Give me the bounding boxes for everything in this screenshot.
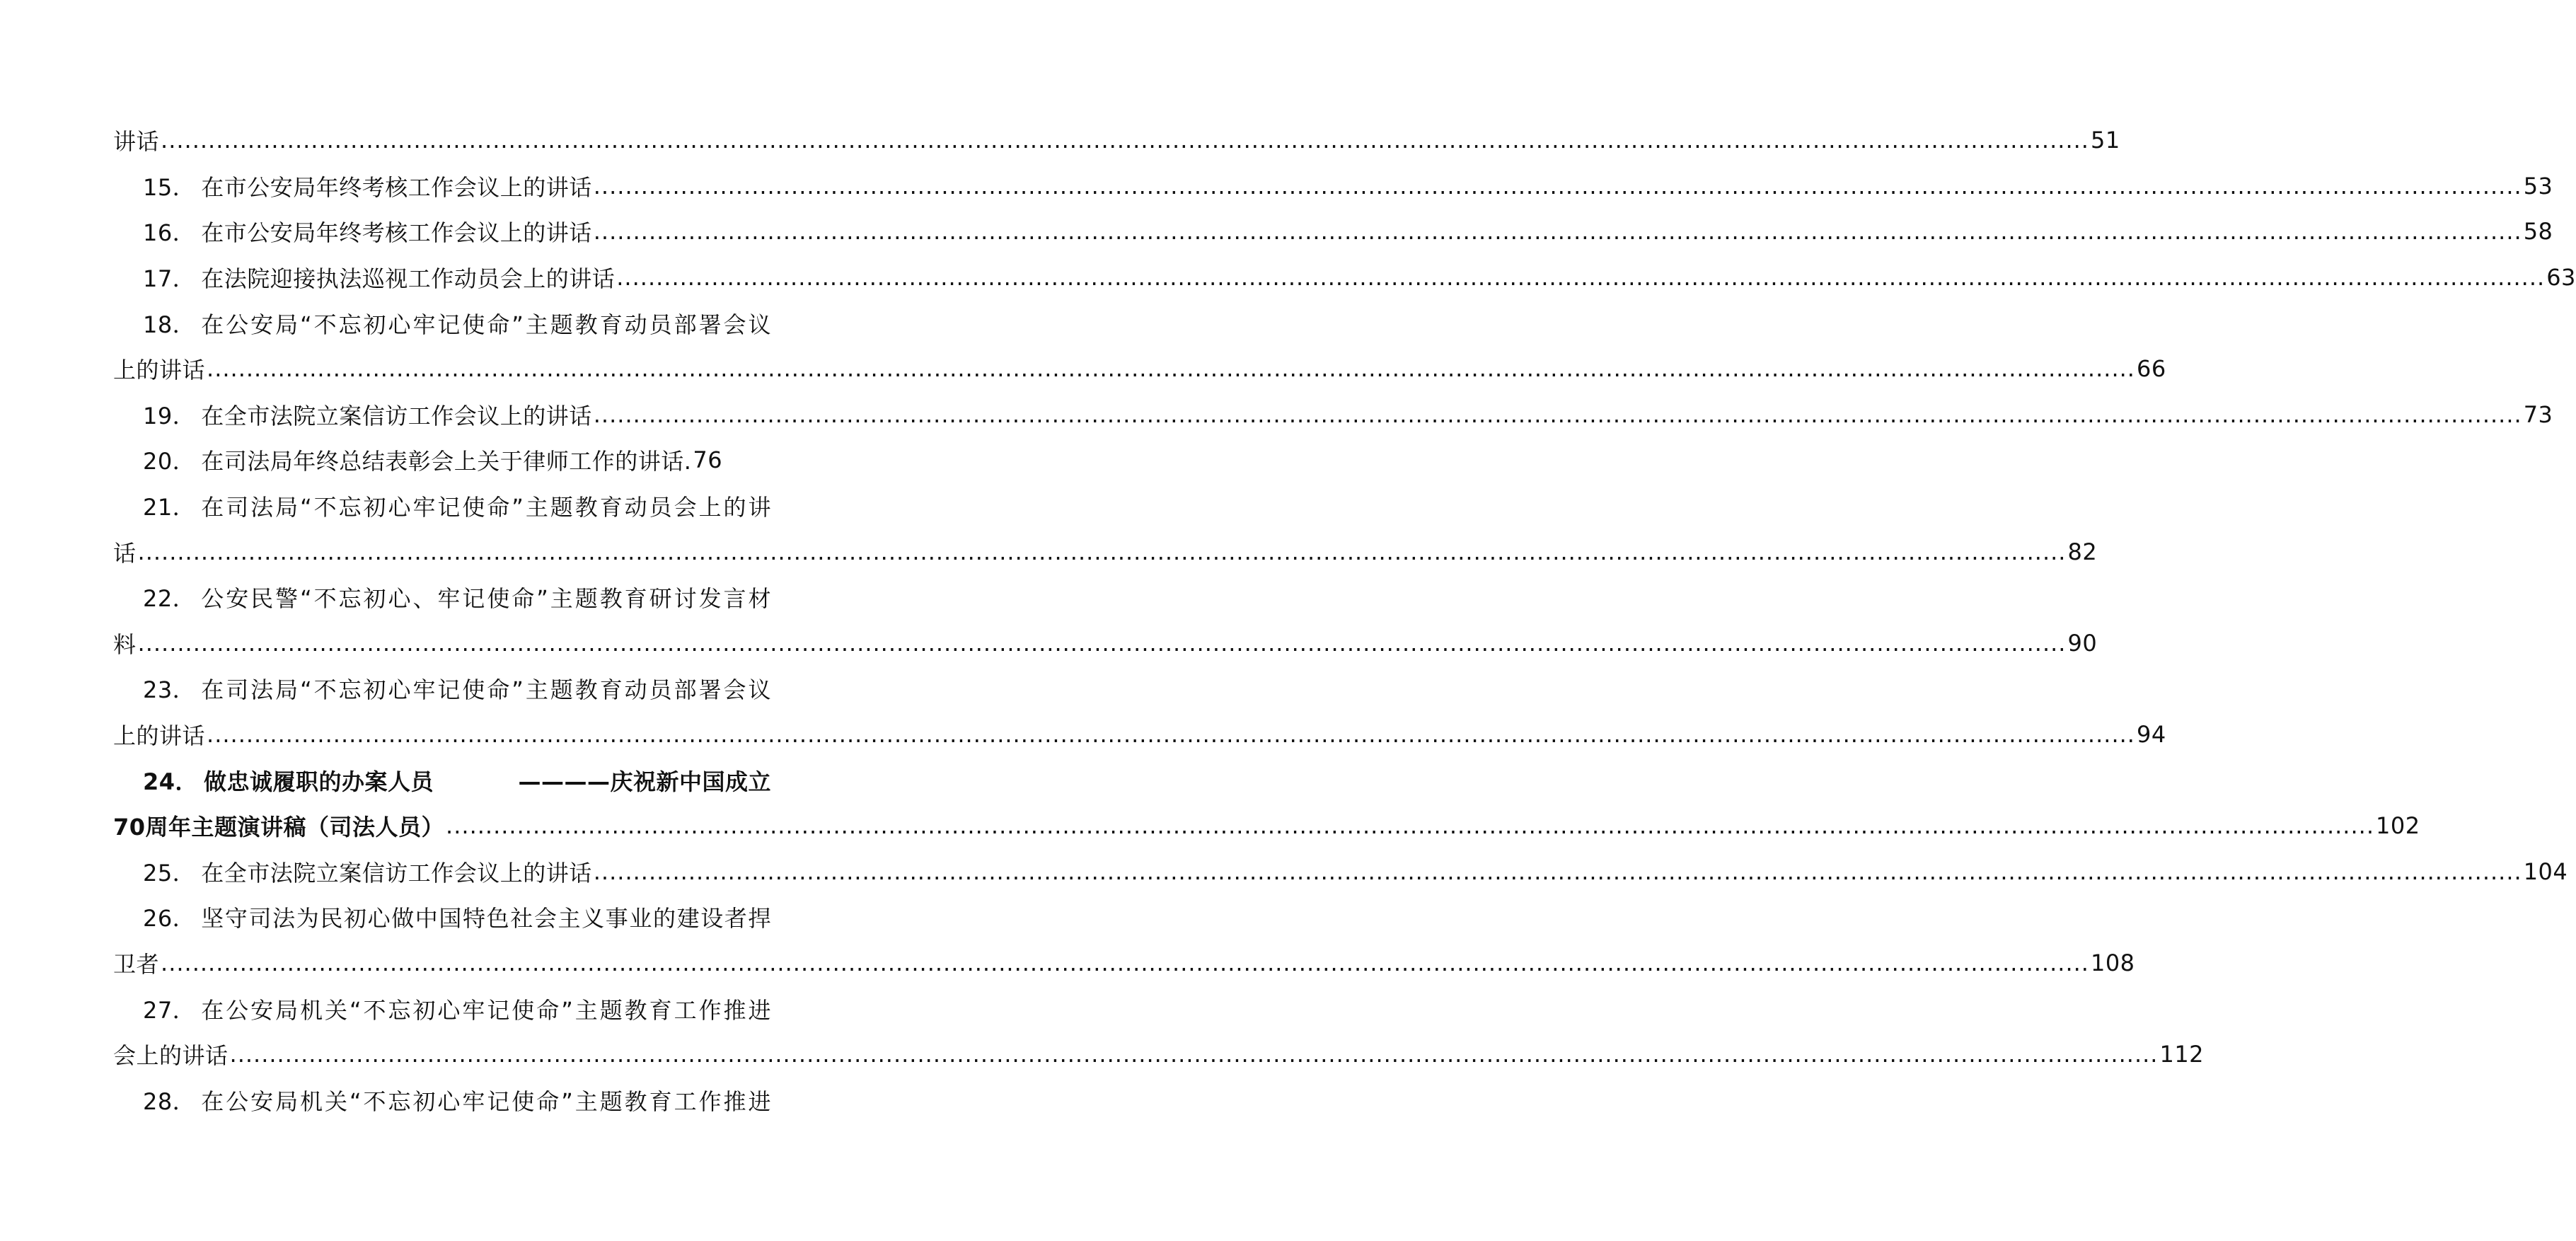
toc-page-number: 104 xyxy=(2523,858,2568,885)
toc-page-number: 63 xyxy=(2546,264,2576,292)
toc-entry-number: 24． xyxy=(143,768,199,795)
toc-entry-number: 26． xyxy=(143,905,196,933)
toc-entry[interactable] xyxy=(113,666,771,712)
toc-continuation-line[interactable] xyxy=(113,529,2098,575)
dot-leader xyxy=(230,1041,2159,1068)
toc-entry-number: 28． xyxy=(143,1087,196,1115)
toc-page-number: 90 xyxy=(2067,629,2098,657)
toc-entry[interactable] xyxy=(113,437,771,483)
toc-entry-title: 坚守司法为民初心做中国特色社会主义事业的建设者捍 xyxy=(201,905,771,933)
toc-entry[interactable] xyxy=(113,300,771,346)
toc-entry[interactable] xyxy=(113,1077,771,1123)
toc-entry-title: 在公安局机关“不忘初心牢记使命”主题教育工作推进 xyxy=(201,996,771,1024)
toc-page-number: 112 xyxy=(2159,1041,2205,1068)
toc-page-number: 108 xyxy=(2090,949,2135,976)
dot-leader xyxy=(594,173,2522,200)
dot-leader xyxy=(161,127,2089,154)
toc-entry[interactable] xyxy=(113,986,771,1032)
toc-entry-subtitle: ————庆祝新中国成立 xyxy=(518,768,771,795)
toc-continuation-line[interactable] xyxy=(113,346,2166,392)
toc-entry[interactable] xyxy=(113,209,2553,255)
dot-leader xyxy=(594,401,2522,428)
toc-entry[interactable] xyxy=(113,392,2553,438)
toc-continuation-line xyxy=(113,117,2120,163)
toc-entry-title: 在公安局“不忘初心牢记使命”主题教育动员部署会议 xyxy=(201,311,771,338)
toc-entry-title: 在司法局年终总结表彰会上关于律师工作的讲话. xyxy=(201,448,692,475)
toc-entry-number: 27． xyxy=(143,996,196,1024)
dot-leader xyxy=(207,355,2135,382)
toc-entry-title-group xyxy=(143,764,434,797)
toc-entry[interactable] xyxy=(113,894,771,940)
toc-entry-title-cont: 70周年主题演讲稿（司法人员） xyxy=(113,814,445,841)
toc-entry-title: 在全市法院立案信访工作会议上的讲话 xyxy=(201,402,592,429)
toc-page-number: 94 xyxy=(2136,721,2166,749)
toc-page-number: 76 xyxy=(693,446,723,474)
dot-leader xyxy=(594,858,2522,885)
toc-entry-number: 17． xyxy=(143,265,196,293)
toc-entry-title: 在公安局机关“不忘初心牢记使命”主题教育工作推进 xyxy=(201,1087,771,1115)
toc-entry-number: 23． xyxy=(143,676,196,704)
toc-entry-number: 16． xyxy=(143,219,196,247)
toc-continuation-line[interactable] xyxy=(113,803,2420,849)
toc-entry-title-cont: 料 xyxy=(113,630,137,658)
toc-page-number: 102 xyxy=(2375,812,2420,840)
toc-entry-title: 在司法局“不忘初心牢记使命”主题教育动员会上的讲 xyxy=(201,494,771,521)
toc-continuation-line[interactable] xyxy=(113,1032,2205,1078)
toc-entry-title-cont: 上的讲话 xyxy=(113,722,206,750)
toc-page-number: 73 xyxy=(2523,400,2553,428)
toc-entry-number: 22． xyxy=(143,585,196,613)
toc-entry-title: 公安民警“不忘初心、牢记使命”主题教育研讨发言材 xyxy=(201,585,771,613)
toc-entry-title-cont: 上的讲话 xyxy=(113,357,206,384)
toc-continuation-line[interactable] xyxy=(113,940,2135,986)
toc-entry-title-cont: 会上的讲话 xyxy=(113,1042,229,1070)
toc-entry[interactable] xyxy=(113,849,2568,895)
toc-entry[interactable] xyxy=(113,163,2553,209)
toc-entry-number: 20． xyxy=(143,448,196,475)
toc-entry-title: 在法院迎接执法巡视工作动员会上的讲话 xyxy=(201,265,616,293)
toc-page-number: 82 xyxy=(2067,538,2098,565)
table-of-contents xyxy=(113,117,2576,1123)
dot-leader xyxy=(446,812,2374,839)
toc-entry-number: 19． xyxy=(143,402,196,429)
toc-entry[interactable] xyxy=(113,483,771,529)
toc-entry-title: 做忠诚履职的办案人员 xyxy=(204,768,434,795)
toc-entry-title-cont: 话 xyxy=(113,539,137,567)
toc-page-number: 58 xyxy=(2523,218,2553,246)
toc-entry[interactable] xyxy=(113,575,771,620)
toc-entry-number: 25． xyxy=(143,859,196,887)
toc-entry-title: 在市公安局年终考核工作会议上的讲话 xyxy=(201,173,592,201)
toc-page-number: 66 xyxy=(2136,355,2166,383)
toc-entry-number: 21． xyxy=(143,494,196,521)
toc-continuation-line[interactable] xyxy=(113,620,2098,666)
toc-entry-title: 在市公安局年终考核工作会议上的讲话 xyxy=(201,219,592,247)
toc-continuation-line[interactable] xyxy=(113,712,2166,758)
toc-entry-title: 在司法局“不忘初心牢记使命”主题教育动员部署会议 xyxy=(201,676,771,704)
toc-entry-title-cont: 卫者 xyxy=(113,950,160,978)
toc-entry-title: 在全市法院立案信访工作会议上的讲话 xyxy=(201,859,592,887)
dot-leader xyxy=(594,218,2522,245)
dot-leader xyxy=(616,264,2545,291)
toc-entry-number: 15． xyxy=(143,173,196,201)
toc-entry[interactable] xyxy=(113,757,771,803)
dot-leader xyxy=(207,721,2135,748)
toc-entry-number: 18． xyxy=(143,311,196,338)
toc-entry[interactable] xyxy=(113,255,2576,301)
dot-leader xyxy=(138,630,2067,657)
toc-page-number: 53 xyxy=(2523,172,2553,200)
toc-page-number: 51 xyxy=(2090,127,2120,154)
dot-leader xyxy=(138,538,2067,565)
dot-leader xyxy=(161,949,2089,976)
toc-entry-title: 讲话 xyxy=(113,128,160,156)
